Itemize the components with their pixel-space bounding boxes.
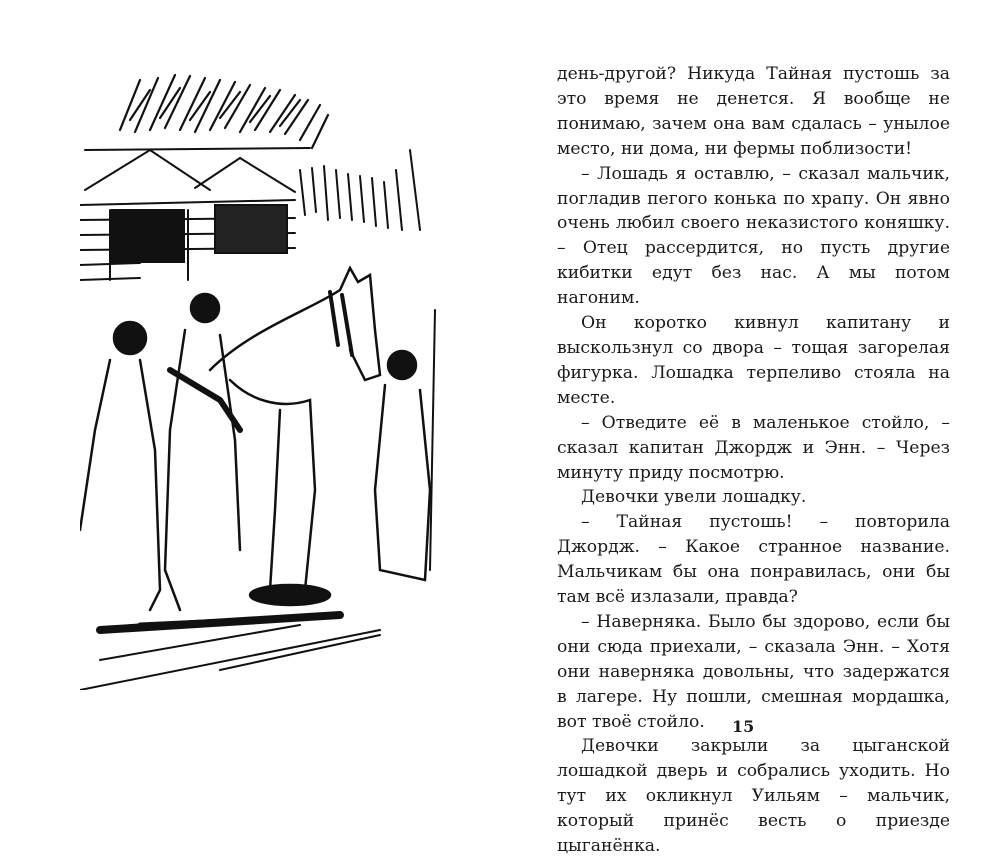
paragraph: – Лошадь я оставлю, – сказал мальчик, погладив пегого конька по храпу. Он явно очень любил своего неказистого коняшку. – Отец рассердится, но пусть другие кибитки едут без нас. А мы потом нагоним.	[557, 163, 950, 309]
trees-hatching	[120, 75, 328, 148]
stables	[80, 148, 310, 280]
paragraph: день-другой? Никуда Тайная пустошь за это время не денется. Я вообще не понимаю, зачем она вам сдалась – унылое место, ни дома, ни фермы поблизости!	[557, 64, 950, 159]
paragraph: Девочки закрыли за цыганской лошадкой дверь и собрались уходить. Но тут их окликнул Уильям – мальчик, который принёс весть о приезде цыганёнка.	[557, 736, 950, 857]
figures	[80, 294, 435, 610]
paragraph: Он коротко кивнул капитану и выскользнул со двора – тощая загорелая фигурка. Лошадка терпеливо стояла на месте.	[557, 313, 950, 408]
hedge	[300, 150, 420, 230]
paragraph: – Отведите её в маленькое стойло, – сказал капитан Джордж и Энн. – Через минуту приду посмотрю.	[557, 412, 950, 483]
page-number: 15	[732, 717, 755, 736]
right-page	[500, 0, 1001, 857]
paragraph: Девочки увели лошадку.	[581, 487, 807, 508]
ground	[80, 615, 380, 690]
illustration	[80, 70, 460, 690]
paragraph: – Наверняка. Было бы здорово, если бы они сюда приехали, – сказала Энн. – Хотя они наверняка довольны, что задержатся в лагере. Ну пошли, смешная мордашка, вот твоё стойло.	[557, 611, 950, 732]
paragraph: – Тайная пустошь! – повторила Джордж. – Какое странное название. Мальчикам бы она понравилась, они бы там всё излазали, правда?	[557, 512, 950, 608]
body-text	[557, 62, 950, 859]
left-page	[0, 0, 500, 795]
